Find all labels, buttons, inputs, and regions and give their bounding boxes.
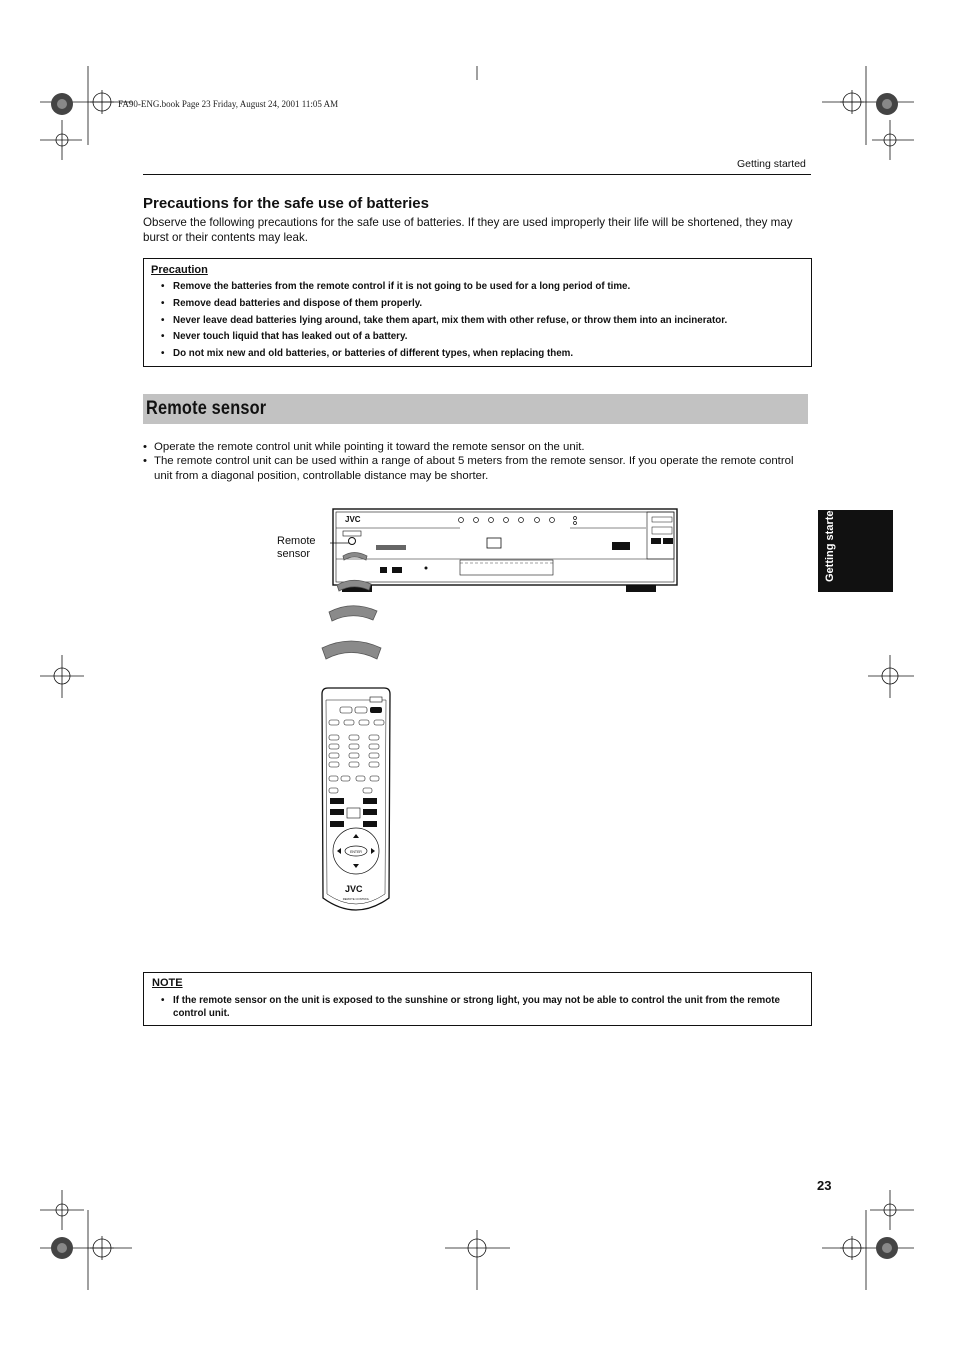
section-title: Remote sensor: [146, 398, 267, 419]
side-tab-label: Getting started: [824, 503, 836, 582]
note-title: NOTE: [152, 977, 183, 989]
precaution-item: • Never touch liquid that has leaked out of a battery.: [161, 331, 801, 348]
note-list: [161, 994, 801, 1020]
section-bullet: • The remote control unit can be used within a range of about 5 meters from the remote sensor. If you operate the remote control unit from a diagonal position, controllable distance may be shorter.: [143, 454, 803, 483]
remote-control-drawing: [322, 688, 390, 910]
dvd-player-drawing: [330, 509, 677, 592]
precaution-item: • Remove dead batteries and dispose of them properly.: [161, 298, 801, 315]
print-info: FA90-ENG.book Page 23 Friday, August 24, 2001 11:05 AM: [118, 99, 339, 109]
remote-brand: JVC: [345, 884, 363, 894]
remote-footer: REMOTE CONTROL: [342, 897, 370, 901]
precautions-intro: Observe the following precautions for the safe use of batteries. If they are used improperly their life will be shortened, they may burst or their contents may leak.: [143, 216, 793, 244]
callout-line-2: sensor: [277, 548, 311, 560]
running-header: Getting started: [737, 158, 806, 170]
player-brand: JVC: [345, 515, 361, 524]
page-number: 23: [817, 1178, 832, 1193]
precaution-item: • Remove the batteries from the remote control if it is not going to be used for a long period of time.: [161, 281, 801, 298]
precaution-item: • Never leave dead batteries lying around, take them apart, mix them with other refuse, or throw them into an incinerator.: [161, 315, 801, 332]
remote-enter-label: ENTER: [350, 850, 362, 854]
callout-line-1: Remote: [277, 535, 316, 547]
precaution-item: • Do not mix new and old batteries, or batteries of different types, when replacing them.: [161, 348, 801, 365]
note-box: [143, 972, 812, 1026]
note-item: • If the remote sensor on the unit is exposed to the sunshine or strong light, you may not be able to control the unit from the remote control unit.: [161, 994, 801, 1020]
section-bullet: • Operate the remote control unit while pointing it toward the remote sensor on the unit.: [143, 440, 803, 454]
precaution-box-title: Precaution: [151, 264, 208, 276]
remote-sensor-callout: [277, 535, 316, 561]
precautions-heading: Precautions for the safe use of batteries: [143, 195, 429, 212]
